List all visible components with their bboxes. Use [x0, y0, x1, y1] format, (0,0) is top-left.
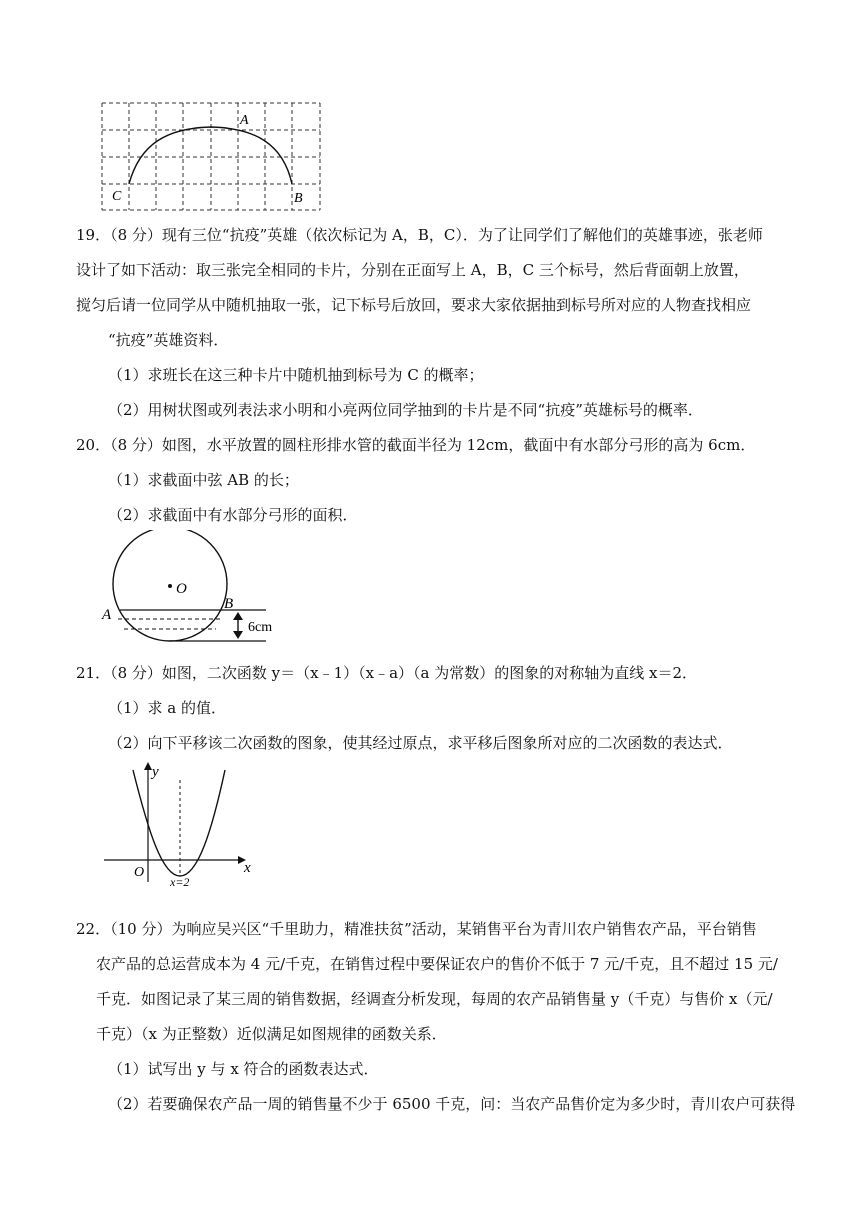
q22-line-2: 农产品的总运营成本为 4 元/千克，在销售过程中要保证农户的售价不低于 7 元/千克，且不超过 15 元/	[96, 955, 778, 973]
q22-line-4: 千克）（x 为正整数）近似满足如图规律的函数关系．	[96, 1025, 447, 1043]
x-axis-label: x	[244, 860, 251, 876]
q21-line-1: 21．（8 分）如图，二次函数 y＝（x﹣1）（x﹣a）（a 为常数）的图象的对称轴为直线 x＝2．	[76, 664, 698, 682]
point-a-label: A	[102, 607, 112, 623]
q19-line-2: 设计了如下活动：取三张完全相同的卡片，分别在正面写上 A，B，C 三个标号，然后背面朝上放置，	[76, 261, 749, 279]
q20-line-1: 20．（8 分）如图，水平放置的圆柱形排水管的截面半径为 12cm，截面中有水部分弓形的高为 6cm．	[76, 436, 756, 454]
question-21	[76, 656, 796, 691]
q22-part-1: （1）试写出 y 与 x 符合的函数表达式．	[108, 1060, 379, 1078]
point-a-label: A	[240, 113, 249, 128]
y-axis-label: y	[152, 764, 159, 780]
q22-line-1: 22．（10 分）为响应吴兴区“千里助力，精准扶贫”活动，某销售平台为青川农户销售农产品，平台销售	[76, 920, 757, 938]
center-o-label: O	[176, 581, 187, 597]
point-c-label: C	[112, 189, 122, 204]
pipe-section-figure	[98, 530, 278, 650]
q22-line-3: 千克．如图记录了某三周的销售数据，经调查分析发现，每周的农产品销售量 y（千克）与售价 x（元/	[96, 990, 773, 1008]
height-6cm-label: 6cm	[248, 620, 273, 635]
question-20	[76, 428, 796, 463]
center-point	[168, 584, 172, 588]
q21-part-2: （2）向下平移该二次函数的图象，使其经过原点，求平移后图象所对应的二次函数的表达式．	[108, 734, 733, 752]
arc-grid-figure	[98, 98, 324, 216]
parabola-figure	[98, 760, 258, 888]
q19-line-1: 19．（8 分）现有三位“抗疫”英雄（依次标记为 A，B，C）．为了让同学们了解他们的英雄事迹，张老师	[76, 226, 763, 244]
symmetry-axis-label: x=2	[170, 875, 190, 888]
point-b-label: B	[224, 596, 234, 612]
q19-part-1: （1）求班长在这三种卡片中随机抽到标号为 C 的概率；	[108, 366, 484, 384]
q21-part-1: （1）求 a 的值．	[108, 699, 227, 717]
q19-line-3: 搅匀后请一位同学从中随机抽取一张，记下标号后放回，要求大家依据抽到标号所对应的人物查找相应	[76, 296, 752, 314]
origin-label: O	[134, 865, 145, 880]
q20-part-2: （2）求截面中有水部分弓形的面积．	[108, 506, 358, 524]
q22-part-2: （2）若要确保农产品一周的销售量不少于 6500 千克，问：当农产品售价定为多少时，青川农户可获得	[108, 1095, 796, 1113]
question-19	[76, 218, 796, 358]
q20-part-1: （1）求截面中弦 AB 的长；	[108, 471, 299, 489]
question-22	[76, 912, 796, 1052]
q19-line-4: “抗疫”英雄资料．	[108, 331, 229, 349]
point-b-label: B	[294, 191, 303, 206]
q19-part-2: （2）用树状图或列表法求小明和小亮两位同学抽到的卡片是不同“抗疫”英雄标号的概率．	[108, 401, 703, 419]
